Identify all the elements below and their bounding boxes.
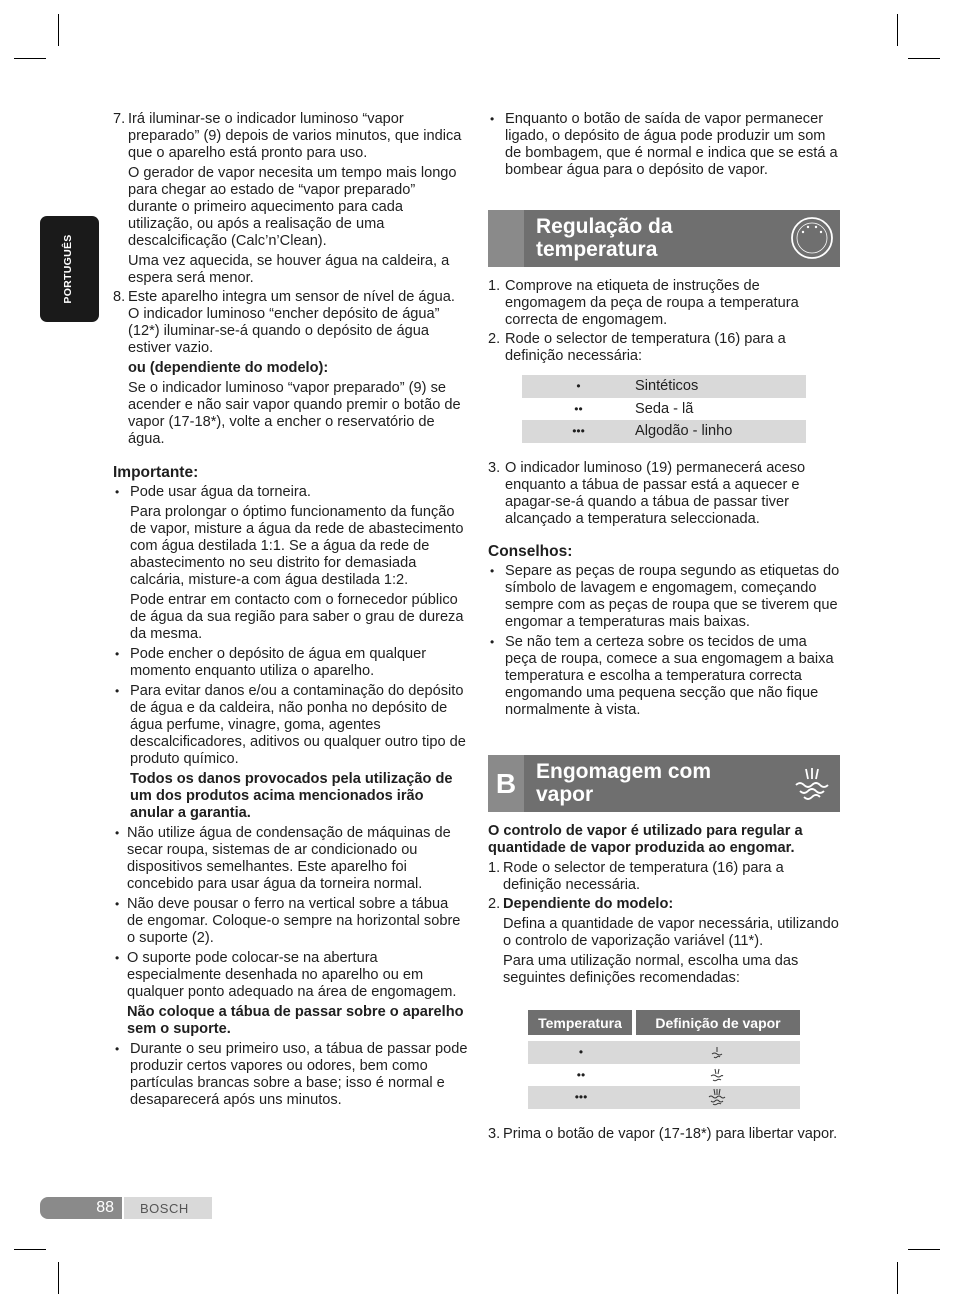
table-row: •• Seda - lã bbox=[574, 400, 694, 417]
list-item: • Se não tem a certeza sobre os tecidos de uma peça de roupa, comece a sua engomagem a baixa temperatura e escolha a temperatura correcta engomando uma pequena secção que não fique normalmente à vista. bbox=[490, 634, 834, 718]
crop-mark bbox=[14, 58, 46, 59]
list-item: • Separe as peças de roupa segundo as etiquetas do símbolo de lavagem e engomagem, começando sempre com as peças de roupa que se tiverem que engomar a temperaturas mais baixas. bbox=[490, 563, 840, 630]
table-row: • Sintéticos bbox=[522, 375, 806, 398]
steam-intro: O controlo de vapor é utilizado para regular a quantidade de vapor produzida ao engomar. bbox=[488, 823, 803, 856]
crop-mark bbox=[908, 58, 940, 59]
crop-mark bbox=[908, 1249, 940, 1250]
section-title: Engomagem com vapor bbox=[536, 760, 712, 806]
list-item: 2. Rode o selector de temperatura (16) para a definição necessária: bbox=[488, 331, 786, 364]
section-letter: B bbox=[488, 755, 524, 812]
list-item: • Enquanto o botão de saída de vapor permanecer ligado, o depósito de água pode produzir um som de bombagem, que é normal e indica que se está a bombear água para o depósito de vapor. bbox=[490, 111, 838, 178]
list-item: • Pode usar água da torneira. Para prolongar o óptimo funcionamento da função de vapor, misture a água da rede de abastecimento com água destilada 1:1. Se a água da rede de abastecimento no seu distrito for demasiada calcária, misture-a com água destilada 1:2. Pode entrar em contacto com o fornecedor público de água da sua região para saber o grau de dureza da mesma. bbox=[115, 484, 464, 642]
list-item: • O suporte pode colocar-se na abertura especialmente desenhada no aparelho ou em qualquer ponto adequado na área de engomagem. Não coloque a tábua de passar sobre o aparelho sem o suporte. bbox=[115, 950, 464, 1037]
steam-step-3 bbox=[488, 1126, 840, 1143]
list-item: 1. Comprove na etiqueta de instruções de engomagem da peça de roupa a temperatura correcta de engomagem. bbox=[488, 278, 799, 328]
list-item: • Pode encher o depósito de água em qualquer momento enquanto utiliza o aparelho. bbox=[115, 646, 427, 679]
steam-steps bbox=[488, 823, 840, 987]
steam-high-icon bbox=[708, 1088, 726, 1106]
list-item: 3. O indicador luminoso (19) permanecerá aceso enquanto a tábua de passar está a aquecer e apagar-se-á quando a tábua de passar tiver alcançado a temperatura seleccionada. bbox=[488, 460, 806, 527]
list-item: • Para evitar danos e/ou a contaminação do depósito de água e da caldeira, não ponha no depósito de água perfume, vinagre, goma, agentes descalcificadores, aditivos ou qualquer outro tipo de produto químico. Todos os danos provocados pela utilização de um dos produtos acima mencionados irão anular a garantia. bbox=[115, 683, 466, 821]
steam-table bbox=[528, 1010, 800, 1109]
list-item-7: 7. Irá iluminar-se o indicador luminoso “vapor preparado” (9) depois de varios minutos, que indica que o aparelho está pronto para uso. O gerador de vapor necesita um tempo mais longo para chegar ao estado de “vapor preparado” durante o primeiro aquecimento para cada utilização, ou após a realisação de uma descalcificação (Calc’n’Clean). Uma vez aquecida, se houver água na caldeira, a espera será menor. bbox=[113, 111, 462, 286]
importante-heading: Importante: bbox=[113, 464, 199, 481]
list-item: • Durante o seu primeiro uso, a tábua de passar pode produzir certos vapores ou odores, bem como partículas brancas sobre a base; isso é normal e desaparecerá após uns minutos. bbox=[115, 1041, 468, 1108]
crop-mark bbox=[897, 14, 898, 46]
crop-mark bbox=[897, 1262, 898, 1294]
page-number: 88 bbox=[40, 1197, 122, 1219]
crop-mark bbox=[58, 14, 59, 46]
table-row: •• bbox=[528, 1064, 800, 1087]
temperature-step-3 bbox=[488, 460, 840, 719]
section-title: Regulação da temperatura bbox=[536, 215, 673, 261]
temperature-table bbox=[522, 375, 806, 443]
crop-mark bbox=[58, 1262, 59, 1294]
list-item: • Não utilize água de condensação de máquinas de secar roupa, sistemas de ar condicionado ou dispositivos semelhantes. Este aparelho foi concebido para usar água da torneira normal. bbox=[115, 825, 451, 892]
right-column-top bbox=[488, 111, 840, 179]
temperature-steps bbox=[488, 278, 840, 365]
temperature-dial-icon bbox=[790, 216, 834, 260]
section-banner-temperature bbox=[488, 210, 840, 267]
steam-medium-icon bbox=[709, 1067, 725, 1083]
left-column bbox=[113, 111, 468, 1109]
list-item: 1. Rode o selector de temperatura (16) para a definição necessária. bbox=[488, 860, 784, 893]
conselhos-heading: Conselhos: bbox=[488, 543, 573, 560]
table-row: • bbox=[528, 1041, 800, 1064]
list-item: • Não deve pousar o ferro na vertical sobre a tábua de engomar. Coloque-o sempre na horizontal sobre o suporte (2). bbox=[115, 896, 461, 946]
list-item: 2. Dependiente do modelo: Defina a quantidade de vapor necessária, utilizando o controlo de vaporização variável (11*). Para uma utilização normal, escolha uma das seguintes definições recomendadas: bbox=[488, 896, 839, 986]
language-tab-label: PORTUGUÊS bbox=[62, 234, 74, 304]
steam-icon bbox=[790, 761, 834, 805]
table-row: ••• bbox=[528, 1086, 800, 1109]
list-item-8: 8. Este aparelho integra um sensor de nível de água. O indicador luminoso “encher depósito de água” (12*) iluminar-se-á quando o depósito de água estiver vazio. ou (dependiente do modelo): Se o indicador luminoso “vapor preparado” (9) se acender e não sair vapor quando premir o botão de vapor (17-18*), volte a encher o reservatório de água. bbox=[113, 289, 461, 447]
banner-accent bbox=[488, 210, 524, 267]
brand-label: BOSCH bbox=[124, 1197, 212, 1219]
section-banner-steam bbox=[488, 755, 840, 812]
crop-mark bbox=[14, 1249, 46, 1250]
table-row: ••• Algodão - linho bbox=[522, 420, 806, 443]
table-header: Temperatura Definição de vapor bbox=[528, 1010, 800, 1035]
steam-low-icon bbox=[709, 1045, 725, 1059]
list-item: 3. Prima o botão de vapor (17-18*) para libertar vapor. bbox=[488, 1126, 838, 1142]
